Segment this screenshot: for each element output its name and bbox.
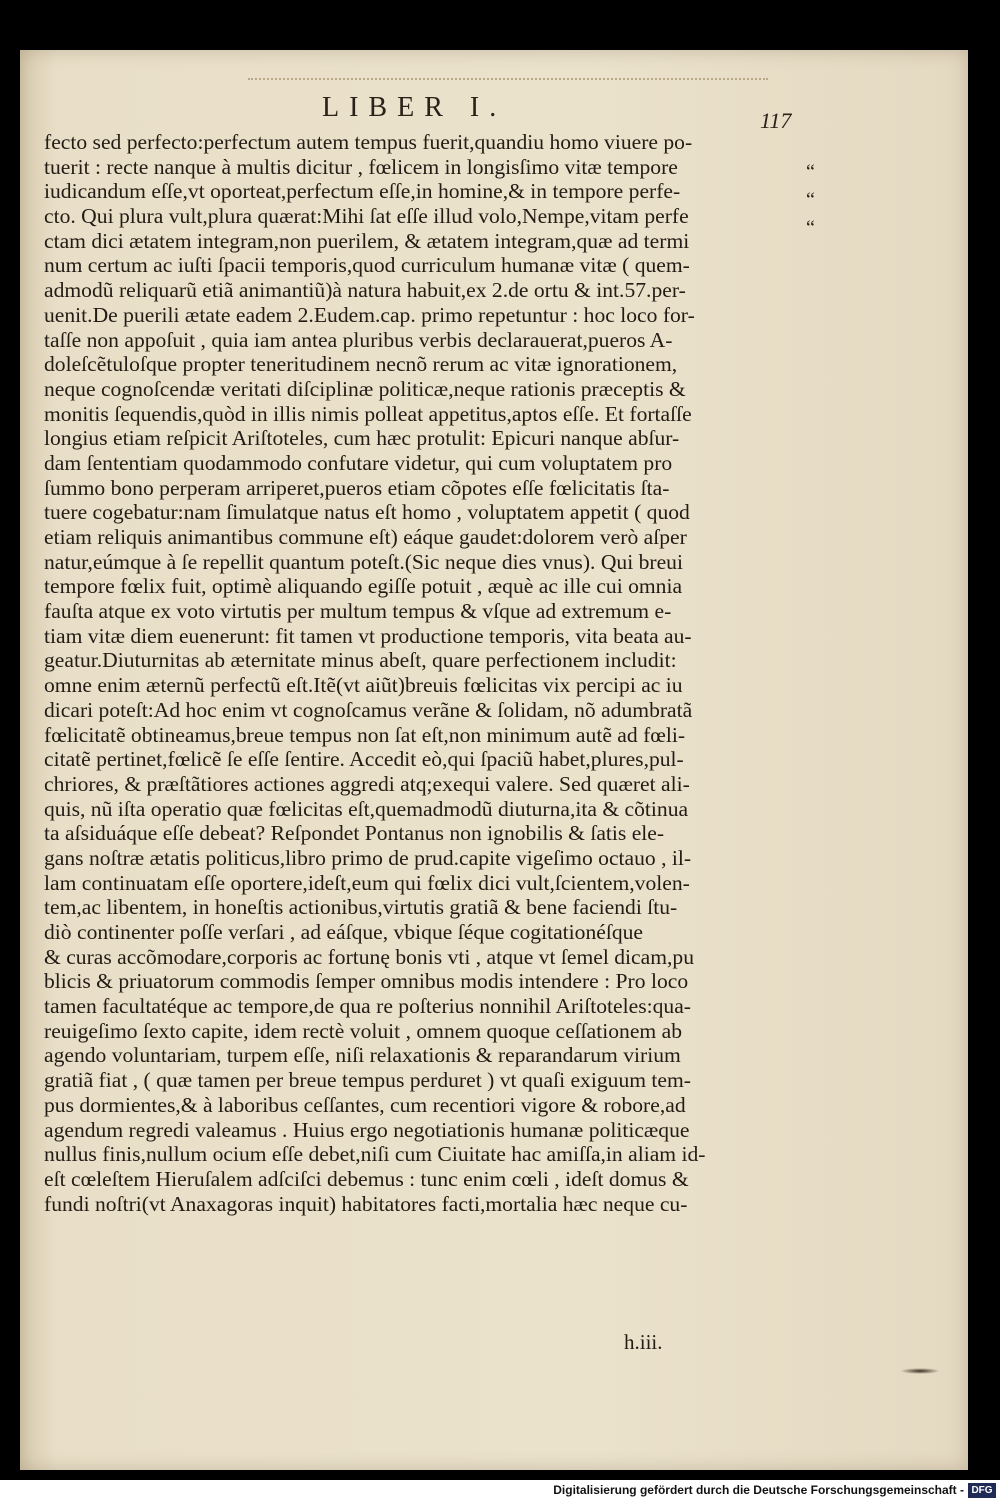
- text-line: taſſe non appoſuit , quia iam antea pluribus verbis declarauerat,pueros A-: [44, 327, 673, 352]
- text-line: fœlicitatẽ obtineamus,breue tempus non ſat eſt,non minimum autẽ ad fœli-: [44, 722, 686, 747]
- text-line: cto. Qui plura vult,plura quærat:Mihi ſat eſſe illud volo,Nempe,vitam perfe: [44, 204, 689, 229]
- text-line: eſt cœleſtem Hieruſalem adſciſci debemus : tunc enim cœli , ideſt domus &: [44, 1166, 689, 1191]
- text-line: longius etiam reſpicit Ariſtoteles, cum hæc protulit: Epicuri nanque abſur-: [44, 426, 680, 451]
- text-line: neque cognoſcendæ veritati diſciplinæ politicæ,neque rationis præceptis &: [44, 376, 686, 401]
- text-line: gratiã fiat , ( quæ tamen per breue tempus perduret ) vt quaſi exiguum tem-: [44, 1068, 692, 1093]
- text-line: uenit.De puerili ætate eadem 2.Eudem.cap. primo repetuntur : hoc loco for-: [44, 302, 695, 327]
- text-line: reuigeſimo ſexto capite, idem rectè voluit , omnem quoque ceſſationem ab: [44, 1018, 683, 1043]
- text-line: quis, nũ iſta operatio quæ fœlicitas eſt,quemadmodũ diuturna,ita & cõtinua: [44, 796, 689, 821]
- footer-bar: [0, 1480, 1000, 1502]
- text-line: ta aſsiduáque eſſe debeat? Reſpondet Pontanus non ignobilis & ſatis ele-: [44, 821, 665, 846]
- text-line: fauſta atque ex voto virtutis per multum tempus & vſque ad extremum e-: [44, 599, 672, 624]
- text-line: & curas accõmodare,corporis ac fortunę bonis vti , atque vt ſemel dicam,pu: [44, 944, 694, 969]
- text-line: fundi noſtri(vt Anaxagoras inquit) habitatores facti,mortalia hæc neque cu-: [44, 1191, 688, 1216]
- text-line: diò continenter poſſe verſari , ad eáſque, vbique ſéque cogitationéſque: [44, 920, 644, 944]
- text-line: tem,ac libentem, in honeſtis actionibus,virtutis gratiã & bene faciendi ſtu-: [44, 895, 678, 920]
- text-line: tempore fœlix fuit, optimè aliquando egiſſe potuit , æquè ac ille cui omnia: [44, 574, 683, 599]
- signature-mark: h.iii.: [624, 1330, 663, 1354]
- text-line: iudicandum eſſe,vt oporteat,perfectum eſſe,in homine,& in tempore perfe-: [44, 179, 681, 204]
- text-line: natur,eúmque à ſe repellit quantum poteſt.(Sic neque dies vnus). Qui breui: [44, 549, 683, 574]
- text-line: geatur.Diuturnitas ab æternitate minus abeſt, quare perfectionem includit:: [44, 648, 677, 673]
- text-line: tamen facultatéque ac tempore,de qua re poſterius nonnihil Ariſtoteles:qua-: [44, 994, 691, 1019]
- text-line: tuerit : recte nanque à multis dicitur , fœlicem in longisſimo vitæ tempore: [44, 154, 678, 179]
- page-number: 117: [760, 108, 792, 133]
- text-line: dam ſententiam quodammodo confutare videtur, qui cum voluptatem pro: [44, 450, 673, 475]
- text-line: doleſcẽtuloſque propter teneritudinem necnõ rerum ac vitæ ignorationem,: [44, 352, 678, 377]
- text-line: monitis ſequendis,quòd in illis nimis polleat appetitus,aptos eſſe. Et fortaſſe: [44, 401, 692, 426]
- text-line: ſummo bono perperam arriperet,pueros etiam cõpotes eſſe fœlicitatis ſta-: [44, 475, 670, 500]
- text-line: admodũ reliquarũ etiã animantiũ)à natura habuit,ex 2.de ortu & int.57.per-: [44, 278, 686, 303]
- dfg-logo: DFG: [968, 1483, 996, 1498]
- text-line: chriores, & præſtãtiores actiones aggredi atq;exequi valere. Sed quæret ali-: [44, 771, 690, 796]
- marginal-quote-marks: [806, 158, 815, 242]
- text-line: agendum regredi valeamus . Huius ergo negotiationis humanæ politicæque: [44, 1117, 690, 1142]
- funding-credit: Digitalisierung gefördert durch die Deutsche Forschungsgemeinschaft -: [553, 1483, 964, 1497]
- book-page: [20, 50, 968, 1470]
- marginal-quote-mark: “: [806, 189, 815, 211]
- text-line: [44, 1216, 796, 1241]
- text-line: omne enim æternũ perfectũ eſt.Itẽ(vt aiũt)breuis fœlicitas vix percipi ac iu: [44, 673, 683, 698]
- text-line: dicari poteſt:Ad hoc enim vt cognoſcamus verãne & ſolidam, nõ adumbratã: [44, 697, 693, 722]
- text-line: num certum ac iuſti ſpacii temporis,quod curriculum humanæ vitæ ( quem-: [44, 253, 690, 278]
- header-dotted-rule: [248, 78, 768, 80]
- text-line: tuere cogebatur:nam ſimulatque natus eſt homo , voluptatem appetit ( quod: [44, 500, 690, 525]
- text-line: lam continuatam eſſe oportere,ideſt,eum qui fœlix dici vult,ſcientem,volen-: [44, 870, 690, 895]
- body-text: [44, 130, 796, 1241]
- text-line: blicis & priuatorum commodis ſemper omnibus modis intendere : Pro loco: [44, 969, 689, 994]
- text-line: nullus finis,nullum ocium eſſe debet,niſi cum Ciuitate hac amiſſa,in aliam id-: [44, 1142, 706, 1167]
- marginal-quote-mark: “: [806, 217, 815, 239]
- running-head: LIBER I.: [322, 92, 507, 123]
- text-line: tiam vitæ diem euenerunt: fit tamen vt productione temporis, vita beata au-: [44, 623, 692, 648]
- text-line: ctam dici ætatem integram,non puerilem, & ætatem integram,quæ ad termi: [44, 228, 690, 253]
- text-line: pus dormientes,& à laboribus ceſſantes, cum recentiori vigore & robore,ad: [44, 1092, 686, 1117]
- ink-smudge: [900, 1368, 940, 1374]
- marginal-quote-mark: “: [806, 161, 815, 183]
- text-line: agendo voluntariam, turpem eſſe, niſi relaxationis & reparandarum virium: [44, 1043, 681, 1068]
- text-line: citatẽ pertinet,fœlicẽ ſe eſſe ſentire. Accedit eò,qui ſpaciũ habet,plures,pul-: [44, 747, 684, 772]
- text-line: etiam reliquis animantibus commune eſt) eáque gaudet:dolorem verò aſper: [44, 525, 687, 549]
- text-line: fecto sed perfecto:perfectum autem tempus fuerit,quandiu homo viuere po-: [44, 130, 693, 154]
- text-line: gans noſtræ ætatis politicus,libro primo de prud.capite vigeſimo octauo , il-: [44, 845, 692, 870]
